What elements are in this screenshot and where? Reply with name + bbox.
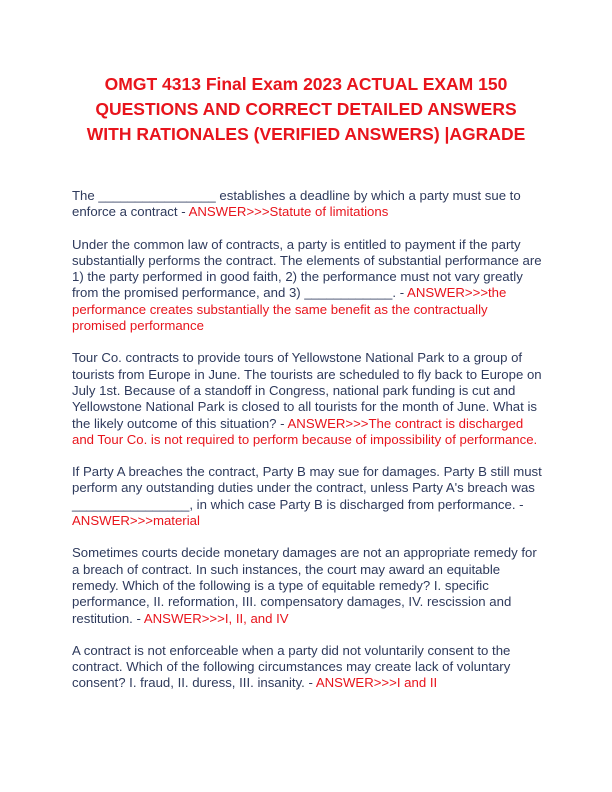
answer-text: ANSWER>>>I, II, and IV — [143, 610, 289, 626]
answer-text: ANSWER>>>Statute of limitations — [188, 204, 389, 220]
qa-list — [72, 188, 542, 708]
answer-text: ANSWER>>>I and II — [315, 675, 438, 691]
question-text: A contract is not enforceable when a party did not voluntarily consent to the contract. Which of the following circumstances may create lack of voluntary consent? I. fraud, II. duress, III. insanity. - — [72, 642, 511, 691]
qa-item — [72, 237, 542, 335]
question-text: Under the common law of contracts, a party is entitled to payment if the party substantially performs the contract. The elements of substantial performance are 1) the party performed in good faith, 2) the performance must not vary greatly from the promised performance, and 3) ____________. - — [72, 236, 542, 301]
question-text: Sometimes courts decide monetary damages are not an appropriate remedy for a breach of contract. In such instances, the court may award an equitable remedy. Which of the following is a type of equitable remedy? I. specific performance, II. reformation, III. compensatory damages, IV. rescission and restitution. - — [72, 545, 537, 626]
answer-text: ANSWER>>>material — [72, 513, 200, 529]
qa-item — [72, 545, 542, 626]
question-text: Tour Co. contracts to provide tours of Yellowstone National Park to a group of tourists from Europe in June. The tourists are scheduled to fly back to Europe on July 1st. Because of a standoff in Congress, national park funding is cut and Yellowstone National Park is closed to all tourists for the month of June. What is the likely outcome of this situation? - — [72, 350, 542, 431]
qa-item — [72, 188, 542, 221]
document-title: OMGT 4313 Final Exam 2023 ACTUAL EXAM 150 QUESTIONS AND CORRECT DETAILED ANSWERS WITH RATIONALES (VERIFIED ANSWERS) |AGRADE — [86, 74, 526, 144]
answer-text: ANSWER>>>the performance creates substantially the same benefit as the contractually promised performance — [72, 285, 507, 334]
qa-item — [72, 464, 542, 529]
qa-item — [72, 350, 542, 448]
question-text: If Party A breaches the contract, Party B may sue for damages. Party B still must perform any outstanding duties under the contract, unless Party A's breach was ________________, in which case Party B is discharged from performance. - — [72, 464, 542, 512]
question-text: The ________________ establishes a deadline by which a party must sue to enforce a contract - — [72, 188, 521, 220]
answer-text: ANSWER>>>The contract is discharged and Tour Co. is not required to perform because of impossibility of performance. — [72, 415, 538, 447]
qa-item — [72, 643, 542, 692]
